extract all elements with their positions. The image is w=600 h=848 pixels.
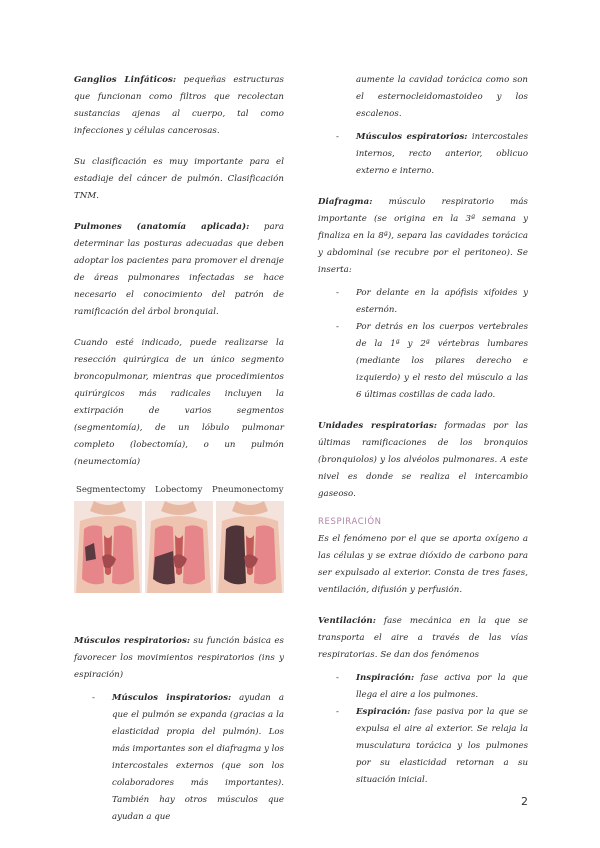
pneumonectomy-illustration bbox=[216, 501, 284, 593]
unidades-paragraph bbox=[318, 418, 528, 503]
inspiratorios-title: Músculos inspiratorios: bbox=[112, 693, 232, 703]
reseccion-paragraph: Cuando esté indicado, puede realizarse la resección quirúrgica de un único segmento broncopulmonar, mientras que procedimientos quirúrgicos más radicales incluyen la extirpación de varios segmentos (segmentomía), de un lóbulo pulmonar completo (lobectomía), o un pulmón (neumectomía) bbox=[74, 338, 284, 467]
inspiratorios-continuation: aumente la cavidad torácica como son el esternocleidomastoideo y los escalenos. bbox=[356, 75, 528, 119]
diafragma-list bbox=[318, 285, 528, 404]
respiracion-paragraph: Es el fenómeno por el que se aporta oxígeno a las células y se extrae dióxido de carbono para ser expulsado al exterior. Consta de tres fases, ventilación, difusión y perfusión. bbox=[318, 534, 528, 595]
list-item: - Músculos espiratorios: intercostales internos, recto anterior, oblicuo externo e interno. bbox=[336, 132, 528, 176]
figure-label-segmentectomy: Segmentectomy bbox=[76, 485, 146, 495]
list-item: - Inspiración: fase activa por la que llega el aire a los pulmones. bbox=[336, 673, 528, 700]
musculos-list bbox=[74, 690, 284, 826]
pulmones-paragraph bbox=[74, 219, 284, 321]
ganglios-paragraph bbox=[74, 72, 284, 140]
ventilacion-list bbox=[318, 670, 528, 789]
pulmones-title: Pulmones (anatomía aplicada): bbox=[74, 222, 250, 232]
left-column bbox=[74, 72, 284, 840]
unidades-text: formadas por las últimas ramificaciones de los bronquios (bronquiolos) y los alvéolos pulmonares. A este nivel es donde se realiza el intercambio gaseoso. bbox=[318, 421, 528, 499]
espiratorios-title: Músculos espiratorios: bbox=[356, 132, 468, 142]
lung-resection-figure bbox=[74, 485, 284, 605]
page-number: 2 bbox=[521, 795, 528, 808]
lobectomy-illustration bbox=[145, 501, 213, 593]
musculos-text: su función básica es favorecer los movimientos respiratorios (ins y espiración) bbox=[74, 636, 284, 680]
musculos-title: Músculos respiratorios: bbox=[74, 636, 191, 646]
list-item: - Músculos inspiratorios: ayudan a que el pulmón se expanda (gracias a la elasticidad propia del pulmón). Los más importantes son el diafragma y los intercostales externos (que son los colaboradores más importantes). También hay otros músculos que ayudan a que bbox=[92, 693, 284, 822]
figure-label-pneumonectomy: Pneumonectomy bbox=[212, 485, 284, 495]
figure-label-lobectomy: Lobectomy bbox=[155, 485, 203, 495]
clasificacion-paragraph: Su clasificación es muy importante para el estadiaje del cáncer de pulmón. Clasificación TNM. bbox=[74, 157, 284, 201]
espiratorios-list bbox=[318, 129, 528, 180]
musculos-paragraph bbox=[74, 633, 284, 684]
list-item: - Por detrás en los cuerpos vertebrales de la 1ª y 2ª vértebras lumbares (mediante los pilares derecho e izquierdo) y el resto del músculo a las 6 últimas costillas de cada lado. bbox=[336, 322, 528, 400]
respiracion-heading: RESPIRACIÓN bbox=[318, 517, 382, 527]
ganglios-title: Ganglios Linfáticos: bbox=[74, 75, 177, 85]
espiratorios-text: intercostales internos, recto anterior, oblicuo externo e interno. bbox=[356, 132, 528, 176]
segmentectomy-illustration bbox=[74, 501, 142, 593]
ventilacion-text: fase mecánica en la que se transporta el aire a través de las vías respiratorias. Se dan dos fenómenos bbox=[318, 616, 528, 660]
unidades-title: Unidades respiratorias: bbox=[318, 421, 438, 431]
diafragma-title: Diafragma: bbox=[318, 197, 373, 207]
ganglios-text: pequeñas estructuras que funcionan como filtros que recolectan sustancias ajenas al cuerpo, tal como infecciones y células cancerosas. bbox=[74, 75, 284, 136]
ventilacion-title: Ventilación: bbox=[318, 616, 376, 626]
inspiratorios-text: ayudan a que el pulmón se expanda (gracias a la elasticidad propia del pulmón). Los más importantes son el diafragma y los intercostales externos (que son los colaboradores más importantes). También hay otros músculos que ayudan a que bbox=[112, 693, 284, 822]
pulmones-text: para determinar las posturas adecuadas que deben adoptar los pacientes para promover el drenaje de áreas pulmonares infectadas se hace necesario el conocimiento del patrón de ramificación del árbol bronquial. bbox=[74, 222, 284, 317]
diafragma-text: músculo respiratorio más importante (se origina en la 3ª semana y finaliza en la 8ª), separa las cavidades torácica y abdominal (se recubre por el peritoneo). Se inserta: bbox=[318, 197, 528, 275]
list-item: - Por delante en la apófisis xifoides y esternón. bbox=[336, 288, 528, 315]
ventilacion-paragraph bbox=[318, 613, 528, 664]
diafragma-paragraph bbox=[318, 194, 528, 279]
right-column bbox=[318, 72, 528, 803]
list-item: - Espiración: fase pasiva por la que se expulsa el aire al exterior. Se relaja la musculatura torácica y los pulmones por su elasticidad retornan a su situación inicial. bbox=[336, 707, 528, 785]
